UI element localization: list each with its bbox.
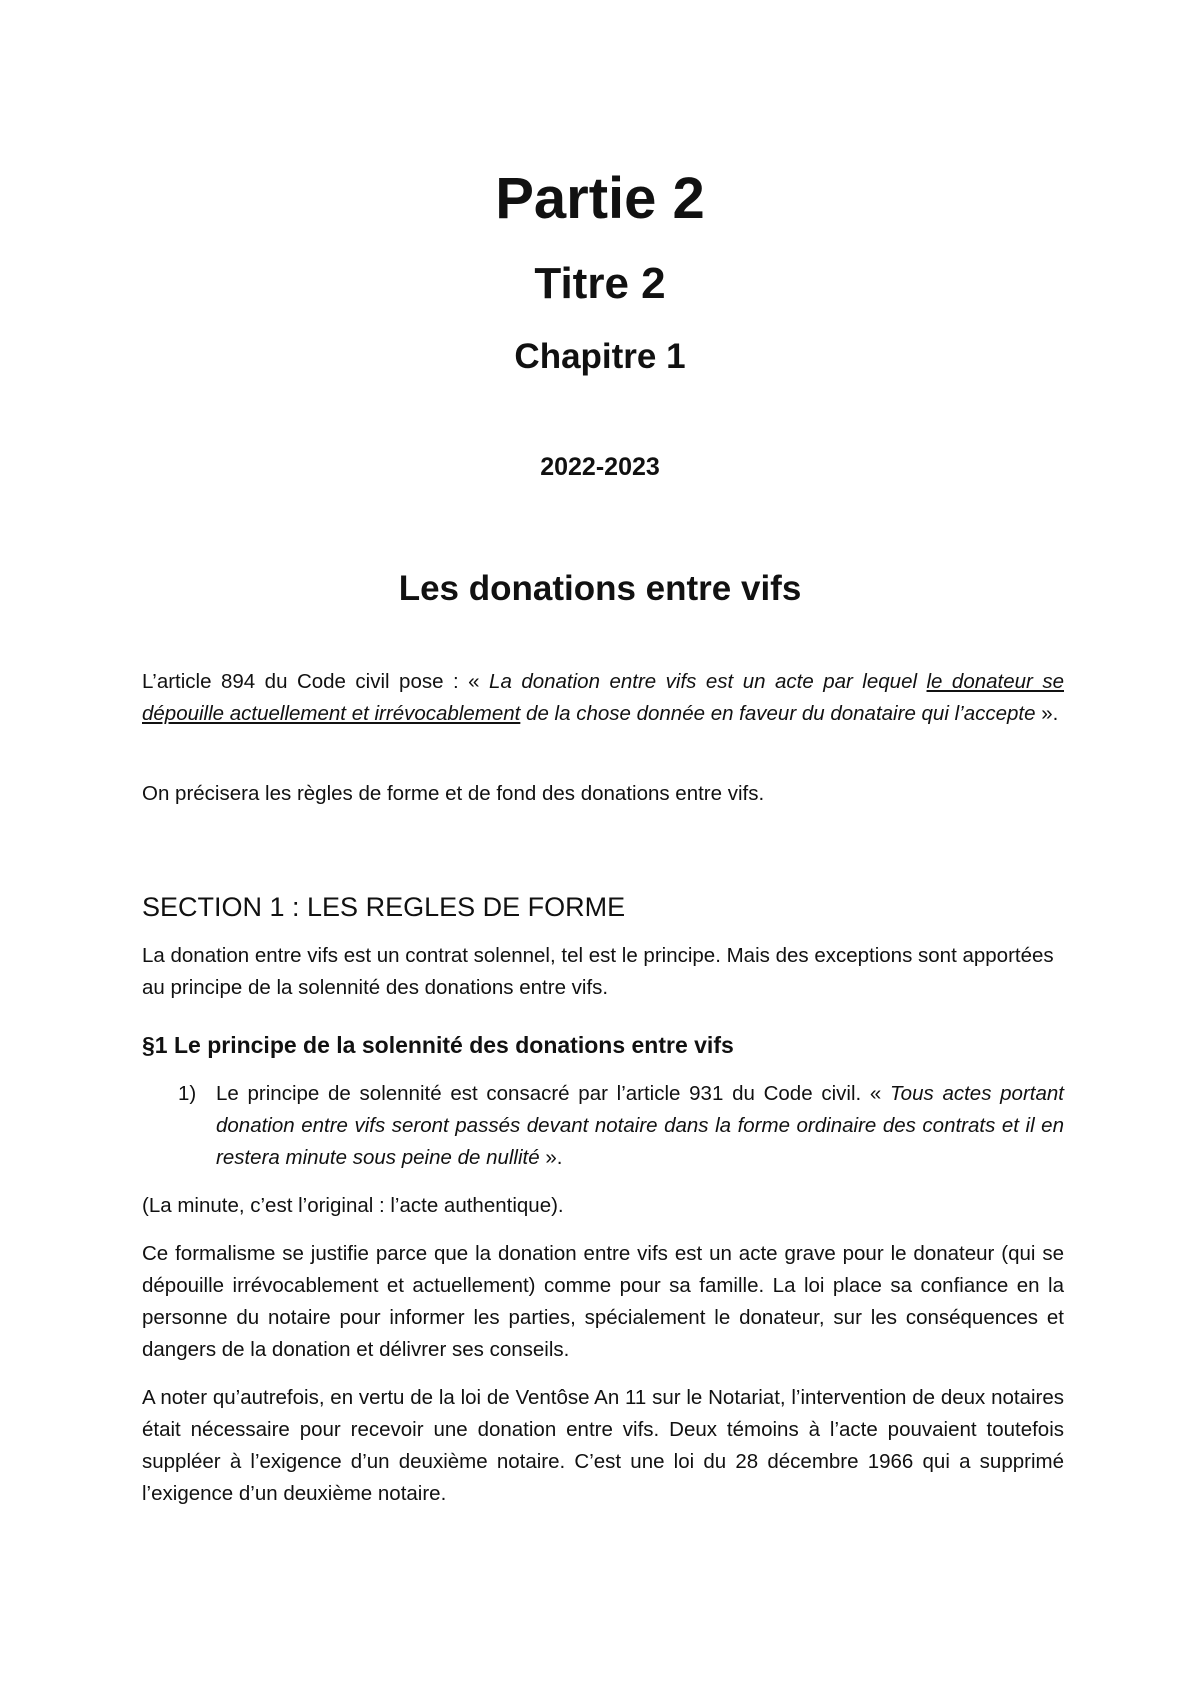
intro-preciser-paragraph: On précisera les règles de forme et de fond des donations entre vifs. (142, 782, 765, 805)
article-894-quote-part2: de la chose donnée en faveur du donataire qui l’accepte (520, 702, 1036, 725)
main-title: Les donations entre vifs (398, 569, 802, 608)
article-931-suffix: ». (539, 1146, 563, 1169)
a-noter-paragraph: A noter qu’autrefois, en vertu de la loi de Ventôse An 11 sur le Notariat, l’intervention de deux notaires était nécessaire pour recevoir une donation entre vifs. Deux témoins à l’acte pouvaient toutefois suppléer à l’exigence d’un deuxième notaire. C’est une loi du 28 décembre 1966 qui a supprimé l’exigence d’un deuxième notaire. (142, 1386, 1064, 1505)
section-1-intro-paragraph: La donation entre vifs est un contrat solennel, tel est le principe. Mais des exceptions sont apportées au principe de la solennité des donations entre vifs. (142, 944, 1054, 999)
academic-year: 2022-2023 (540, 453, 660, 481)
section-1-title: SECTION 1 : LES REGLES DE FORME (142, 892, 626, 922)
titre-heading: Titre 2 (534, 259, 666, 308)
paragraph-1-subtitle: §1 Le principe de la solennité des donations entre vifs (142, 1032, 734, 1058)
partie-heading: Partie 2 (495, 166, 705, 231)
chapitre-heading: Chapitre 1 (514, 337, 686, 376)
list-item-number: 1) (178, 1082, 197, 1105)
article-894-quote-part1: La donation entre vifs est un acte par lequel (489, 670, 927, 693)
article-894-suffix: ». (1035, 702, 1059, 725)
list-item-text (178, 1078, 1064, 1174)
article-931-quote: Tous actes portant donation entre vifs seront passés devant notaire dans la forme ordinaire des contrats et il en restera minute sous peine de nullité (216, 1082, 1064, 1169)
formalisme-paragraph: Ce formalisme se justifie parce que la donation entre vifs est un acte grave pour le donateur (qui se dépouille irrévocablement et actuellement) comme pour sa famille. La loi place sa confiance en la personne du notaire pour informer les parties, spécialement le donateur, sur les conséquences et dangers de la donation et délivrer ses conseils. (142, 1242, 1064, 1361)
article-931-prefix: Le principe de solennité est consacré par l’article 931 du Code civil. « (216, 1082, 891, 1105)
article-894-paragraph (142, 666, 1064, 730)
article-894-prefix: L’article 894 du Code civil pose : « (142, 670, 490, 693)
list-item-1 (178, 1078, 1064, 1174)
article-894-quote-underlined: le donateur se dépouille actuellement et irrévocablement (142, 670, 1064, 725)
minute-definition-paragraph: (La minute, c’est l’original : l’acte authentique). (142, 1194, 564, 1217)
